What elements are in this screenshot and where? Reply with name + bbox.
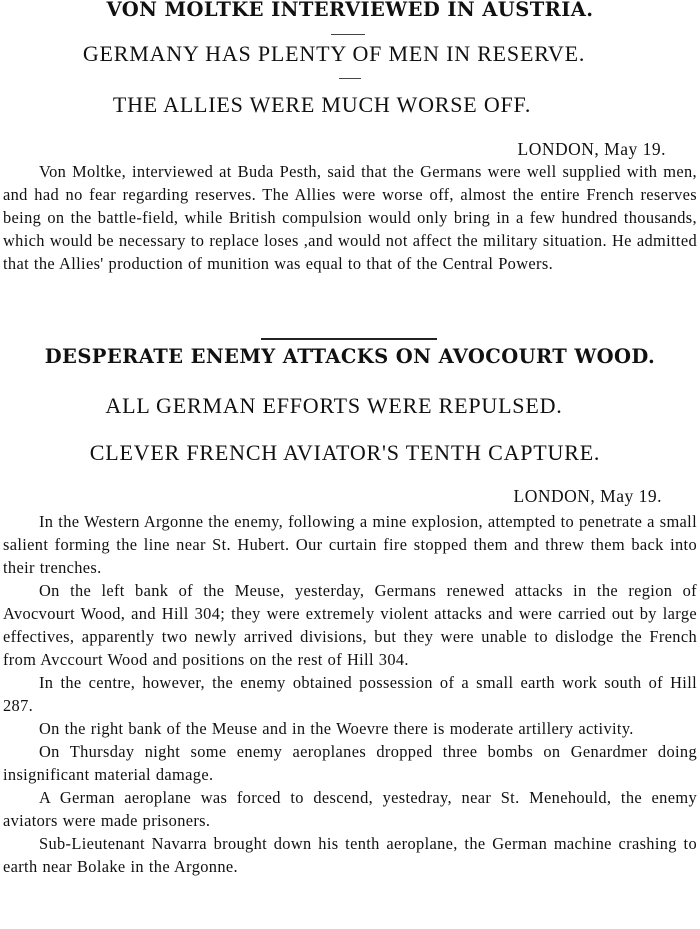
paragraph: Von Moltke, interviewed at Buda Pesth, said that the Germans were well supplied with men, and had no fear regarding reserves. The Allies were worse off, almost the entire French reserves being on the battle-field, while British compulsion would only bring in a few hundred thousands, which would be necessary to replace loses ,and would not affect the military situation. He admitted that the Allies' production of munition was equal to that of the Central Powers. [3, 162, 697, 273]
subheadline: GERMANY HAS PLENTY OF MEN IN RESERVE. [82, 41, 586, 66]
paragraph: On the left bank of the Meuse, yesterday, Germans renewed attacks in the region of Avocvourt Wood, and Hill 304; they were extremely violent attacks and were carried out by large effectives, apparently two newly arrived divisions, but they were unable to dislodge the French from Avccourt Wood and positions on the rest of Hill 304. [3, 581, 697, 669]
article-body [3, 510, 697, 878]
divider [331, 34, 365, 35]
paragraph: On the right bank of the Meuse and in the Woevre there is moderate artillery activity. [39, 719, 634, 738]
article-body [3, 160, 697, 275]
paragraph: Sub-Lieutenant Navarra brought down his tenth aeroplane, the German machine crashing to earth near Bolake in the Argonne. [3, 834, 697, 876]
section-divider [261, 338, 437, 340]
subheadline: CLEVER FRENCH AVIATOR'S TENTH CAPTURE. [89, 440, 601, 465]
subheadline: THE ALLIES WERE MUCH WORSE OFF. [112, 92, 532, 117]
paragraph: A German aeroplane was forced to descend, yestedray, near St. Menehould, the enemy aviators were made prisoners. [3, 788, 697, 830]
paragraph: On Thursday night some enemy aeroplanes dropped three bombs on Genardmer doing insignificant material damage. [3, 742, 697, 784]
paragraph: In the centre, however, the enemy obtained possession of a small earth work south of Hill 287. [3, 673, 697, 715]
headline: VON MOLTKE INTERVIEWED IN AUSTRIA. [106, 0, 594, 21]
dateline: LONDON, May 19. [513, 486, 662, 506]
headline: DESPERATE ENEMY ATTACKS ON AVOCOURT WOOD. [44, 345, 656, 368]
paragraph: In the Western Argonne the enemy, following a mine explosion, attempted to penetrate a small salient forming the line near St. Hubert. Our curtain fire stopped them and threw them back into their trenches. [3, 512, 697, 577]
subheadline: ALL GERMAN EFFORTS WERE REPULSED. [105, 393, 563, 418]
dateline: LONDON, May 19. [517, 139, 666, 159]
divider [339, 78, 361, 79]
